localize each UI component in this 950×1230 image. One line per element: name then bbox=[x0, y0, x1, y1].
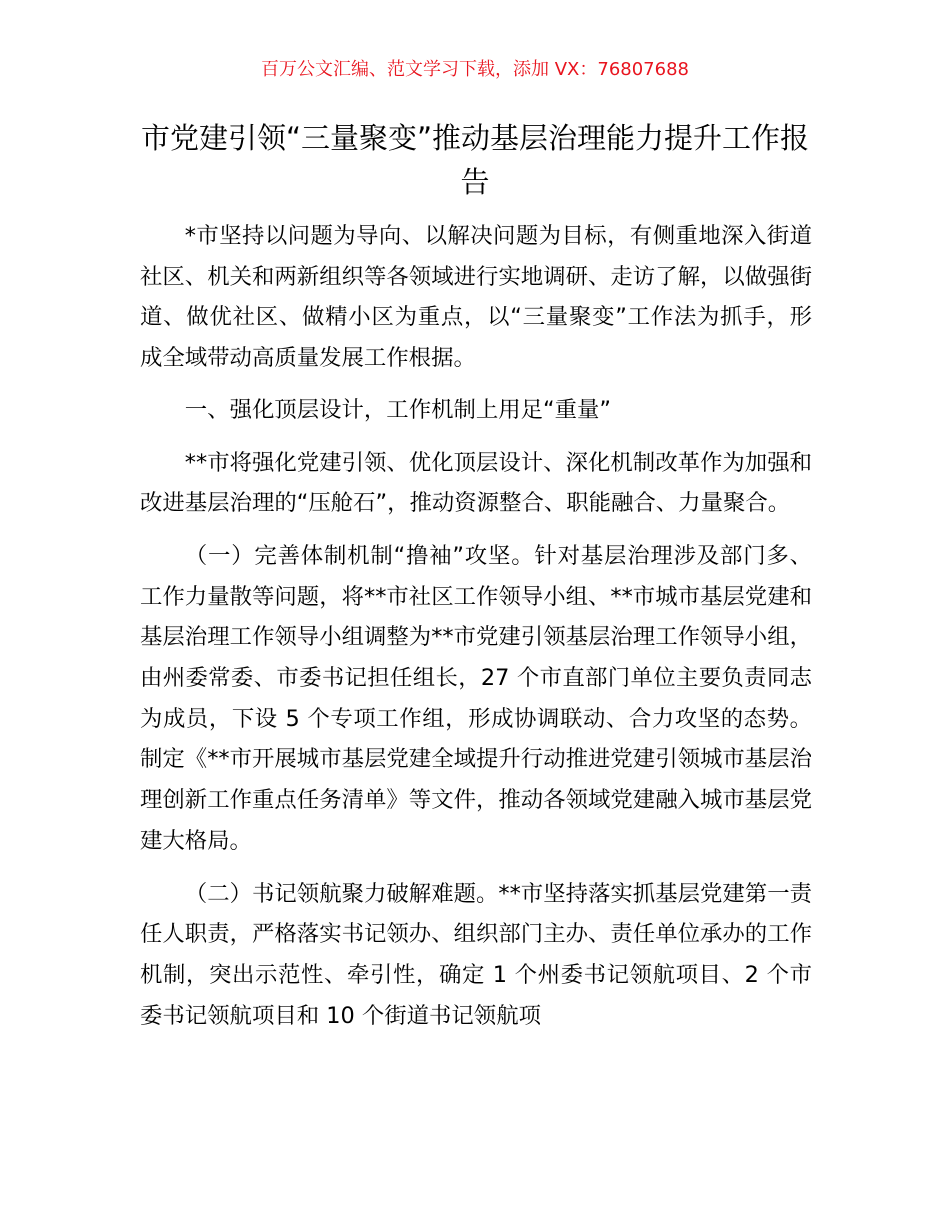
section-heading-1: 一、强化顶层设计，工作机制上用足“重量” bbox=[184, 396, 612, 423]
subsection-1-paragraph: （一）完善体制机制“撸袖”攻坚。针对基层治理涉及部门多、工作力量散等问题，将**市社区工作领导小组、**市城市基层党建和基层治理工作领导小组调整为**市党建引领基层治理工作领导小组，由州委常委、市委书记担任组长，27 个市直部门单位主要负责同志为成员，下设 5 个专项工作组，形成协调联动、合力攻坚的态势。制定《**市开展城市基层党建全域提升行动推进党建引领城市基层治理创新工作重点任务清单》等文件，推动各领域党建融入城市基层党建大格局。 bbox=[140, 542, 812, 854]
subsection-2-paragraph: （二）书记领航聚力破解难题。**市坚持落实抓基层党建第一责任人职责，严格落实书记领办、组织部门主办、责任单位承办的工作机制，突出示范性、牵引性，确定 1 个州委书记领航项目、2 个市委书记领航项目和 10 个街道书记领航项 bbox=[140, 880, 812, 1029]
intro-paragraph: *市坚持以问题为导向、以解决问题为目标，有侧重地深入街道社区、机关和两新组织等各领域进行实地调研、走访了解，以做强街道、做优社区、做精小区为重点，以“三量聚变”工作法为抓手，形成全域带动高质量发展工作根据。 bbox=[140, 223, 812, 372]
section-1-paragraph: **市将强化党建引领、优化顶层设计、深化机制改革作为加强和改进基层治理的“压舱石”，推动资源整合、职能融合、力量聚合。 bbox=[140, 449, 812, 517]
document-body bbox=[140, 216, 812, 1036]
watermark-header: 百万公文汇编、范文学习下载，添加 VX：76807688 bbox=[261, 59, 689, 80]
document-title: 市党建引领“三量聚变”推动基层治理能力提升工作报告 bbox=[140, 121, 810, 199]
